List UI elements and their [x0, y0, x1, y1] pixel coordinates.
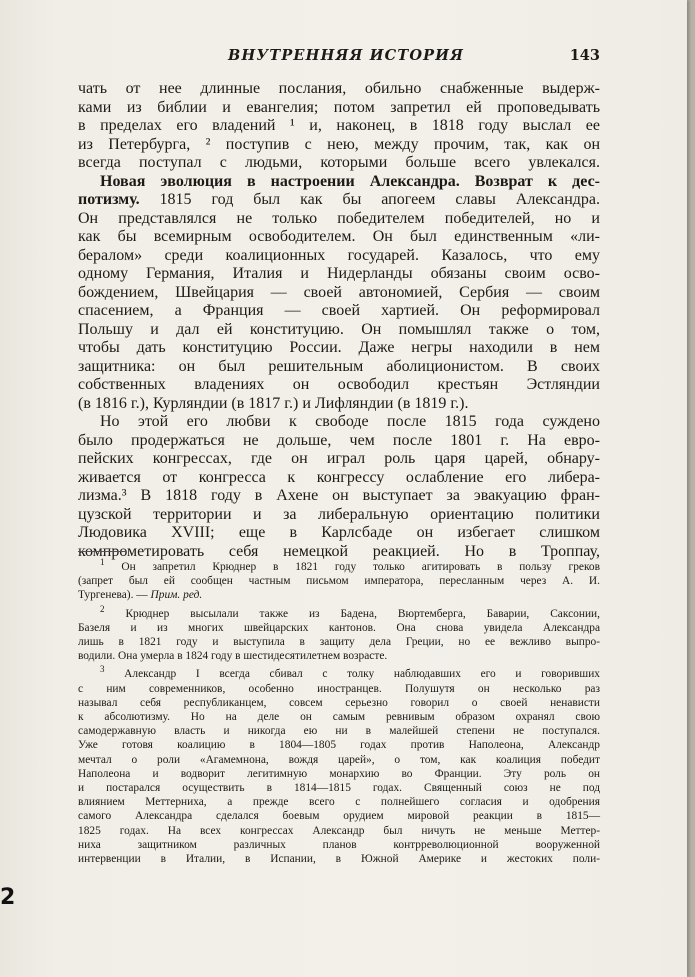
footnote-3	[78, 664, 600, 866]
text-line: Людовика XVIII; еще в Карлсбаде он избегает слишком	[78, 524, 600, 541]
text-line: ками из библии и евангелия; потом запретил ей проповедывать	[78, 98, 600, 116]
footnote-line: Уже готовя коалицию в 1804—1805 годах против Наполеона, Александр	[78, 739, 600, 752]
footnote-line: самого Александра сделался боевым орудием мировой реакции в 1815—	[78, 810, 600, 823]
text-line: бождением, Швейцария — своей автономией, Сербия — своим	[78, 283, 600, 301]
text-line: чтобы дать конституцию России. Даже негры находили в нем	[78, 339, 600, 356]
footnote-mark: 1	[100, 557, 105, 568]
page-header	[78, 47, 600, 69]
section-heading-end: потизму.	[78, 191, 140, 208]
footnote-text: Александр I всегда сбивал с толку наблюдавших его и говоривших	[124, 668, 600, 681]
text-line: цузской территории и за либеральную ориентацию политики	[78, 505, 600, 523]
footnote-line: водили. Она умерла в 1824 году в шестидесятилетнем возрасте.	[78, 650, 388, 663]
text-line: живается от конгресса к конгрессу ослабление его либера-	[78, 468, 600, 486]
footnote-line: с ним современников, особенно иностранцев. Полушутя он несколько раз	[78, 682, 600, 695]
text-line: компрометировать себя немецкой реакцией. Но в Троппау,	[78, 542, 600, 560]
text-line: собственных владениях он освободил крестьян Эстляндии	[78, 376, 600, 393]
footnote-line: интервенции в Италии, в Испании, в Южной Америке и жестоких поли-	[78, 853, 600, 866]
footnote-line: влиянием Меттерниха, а прежде всего с полнейшего согласия и одобрения	[78, 796, 600, 809]
footnote-1	[78, 557, 600, 603]
section-heading: Новая эволюция в настроении Александра. Возврат к дес-	[100, 172, 600, 190]
text-line: спасением, а Франция — своей хартией. Он реформировал	[78, 302, 600, 319]
editor-note: Прим. ред.	[150, 589, 203, 602]
footnote-separator	[78, 551, 126, 552]
footnote-line: и постарался осуществить в 1814—1815 годах. Священный союз не под	[78, 782, 600, 795]
text-line: Польшу и дал ей конституцию. Он помышлял также о том,	[78, 320, 600, 338]
footnote-line: называл себя республиканцем, совсем серьезно говорил о своей ненависти	[78, 696, 600, 709]
footnote-mark: 3	[100, 664, 105, 675]
footnote-2	[78, 603, 600, 664]
text-line: чать от нее длинные послания, обильно снабженные выдерж-	[78, 80, 600, 97]
page-edge-mark: 2	[0, 885, 16, 910]
text-line-content: 1815 год был как бы апогеем славы Александра.	[159, 191, 601, 208]
footnote-text: Тургенева). —	[78, 589, 148, 602]
page-number: 143	[569, 47, 600, 64]
text-line: (в 1816 г.), Курляндии (в 1817 г.) и Лифляндии (в 1819 г.).	[78, 394, 469, 412]
text-line: пейских конгрессах, где он играл роль царя царей, обнару-	[78, 450, 600, 467]
footnote-line	[78, 588, 600, 602]
text-line: было продержаться не дольше, чем после 1801 г. На евро-	[78, 431, 600, 449]
footnote-line: ниха защитником различных планов контрреволюционной вооруженной	[78, 838, 600, 851]
footnote-line	[78, 557, 600, 574]
text-line: лизма.³ В 1818 году в Ахене он выступает за эвакуацию фран-	[78, 487, 600, 504]
footnote-line	[78, 664, 600, 681]
footnotes	[78, 557, 600, 870]
footnote-line: самодержавную власть и никогда ею ни в малейшей степени не поступался.	[78, 725, 600, 738]
text-line: бералом» среди коалиционных государей. Казалось, что ему	[78, 246, 600, 264]
main-text	[78, 80, 600, 561]
footnote-line: Наполеона и водворит легитимную монархию во Франции. Эту роль он	[78, 767, 600, 780]
footnote-line: мечтал о роли «Агамемнона, вождя царей», о том, как коалиция победит	[78, 753, 600, 766]
text-line: в пределах его владений ¹ и, наконец, в 1818 году выслал ее	[78, 117, 600, 134]
text-line	[78, 191, 600, 210]
running-title: ВНУТРЕННЯЯ ИСТОРИЯ	[228, 47, 465, 64]
footnote-line: лишь в 1821 году и выступила в защиту дела Греции, но ее вежливо выпро-	[78, 636, 600, 649]
footnote-line: (запрет был ей сообщен частным письмом императора, пересланным через А. И.	[78, 575, 600, 588]
text-line: как бы всемирным освободителем. Он был единственным «ли-	[78, 228, 600, 245]
text-line: одному Германия, Италия и Нидерланды обязаны своим осво-	[78, 265, 600, 282]
text-line: всегда поступал с людьми, которыми больше всего увлекался.	[78, 154, 600, 171]
text-line: защитника: он был решительным аболиционистом. В своих	[78, 357, 600, 375]
footnote-line	[78, 603, 600, 621]
footnote-text: Крюднер высылали также из Бадена, Вюртемберга, Баварии, Саксонии,	[125, 607, 600, 620]
text-line: Но этой его любви к свободе после 1815 года суждено	[100, 413, 600, 430]
footnote-text: Он запретил Крюднер в 1821 году только агитировать в пользу греков	[121, 561, 600, 573]
text-line: из Петербурга, ² поступив с нею, между прочим, так, как он	[78, 135, 600, 153]
footnote-line: 1825 годах. На всех конгрессах Александр был ничуть не меньше Меттер-	[78, 824, 600, 837]
text-line: Он представлялся не только победителем победителей, но и	[78, 209, 600, 227]
footnote-line: к абсолютизму. Но на деле он самым ревнивым образом охранял свою	[78, 711, 600, 724]
footnote-mark: 2	[100, 603, 105, 614]
footnote-line: Базеля и из многих швейцарских кантонов. Она снова увидела Александра	[78, 621, 600, 634]
